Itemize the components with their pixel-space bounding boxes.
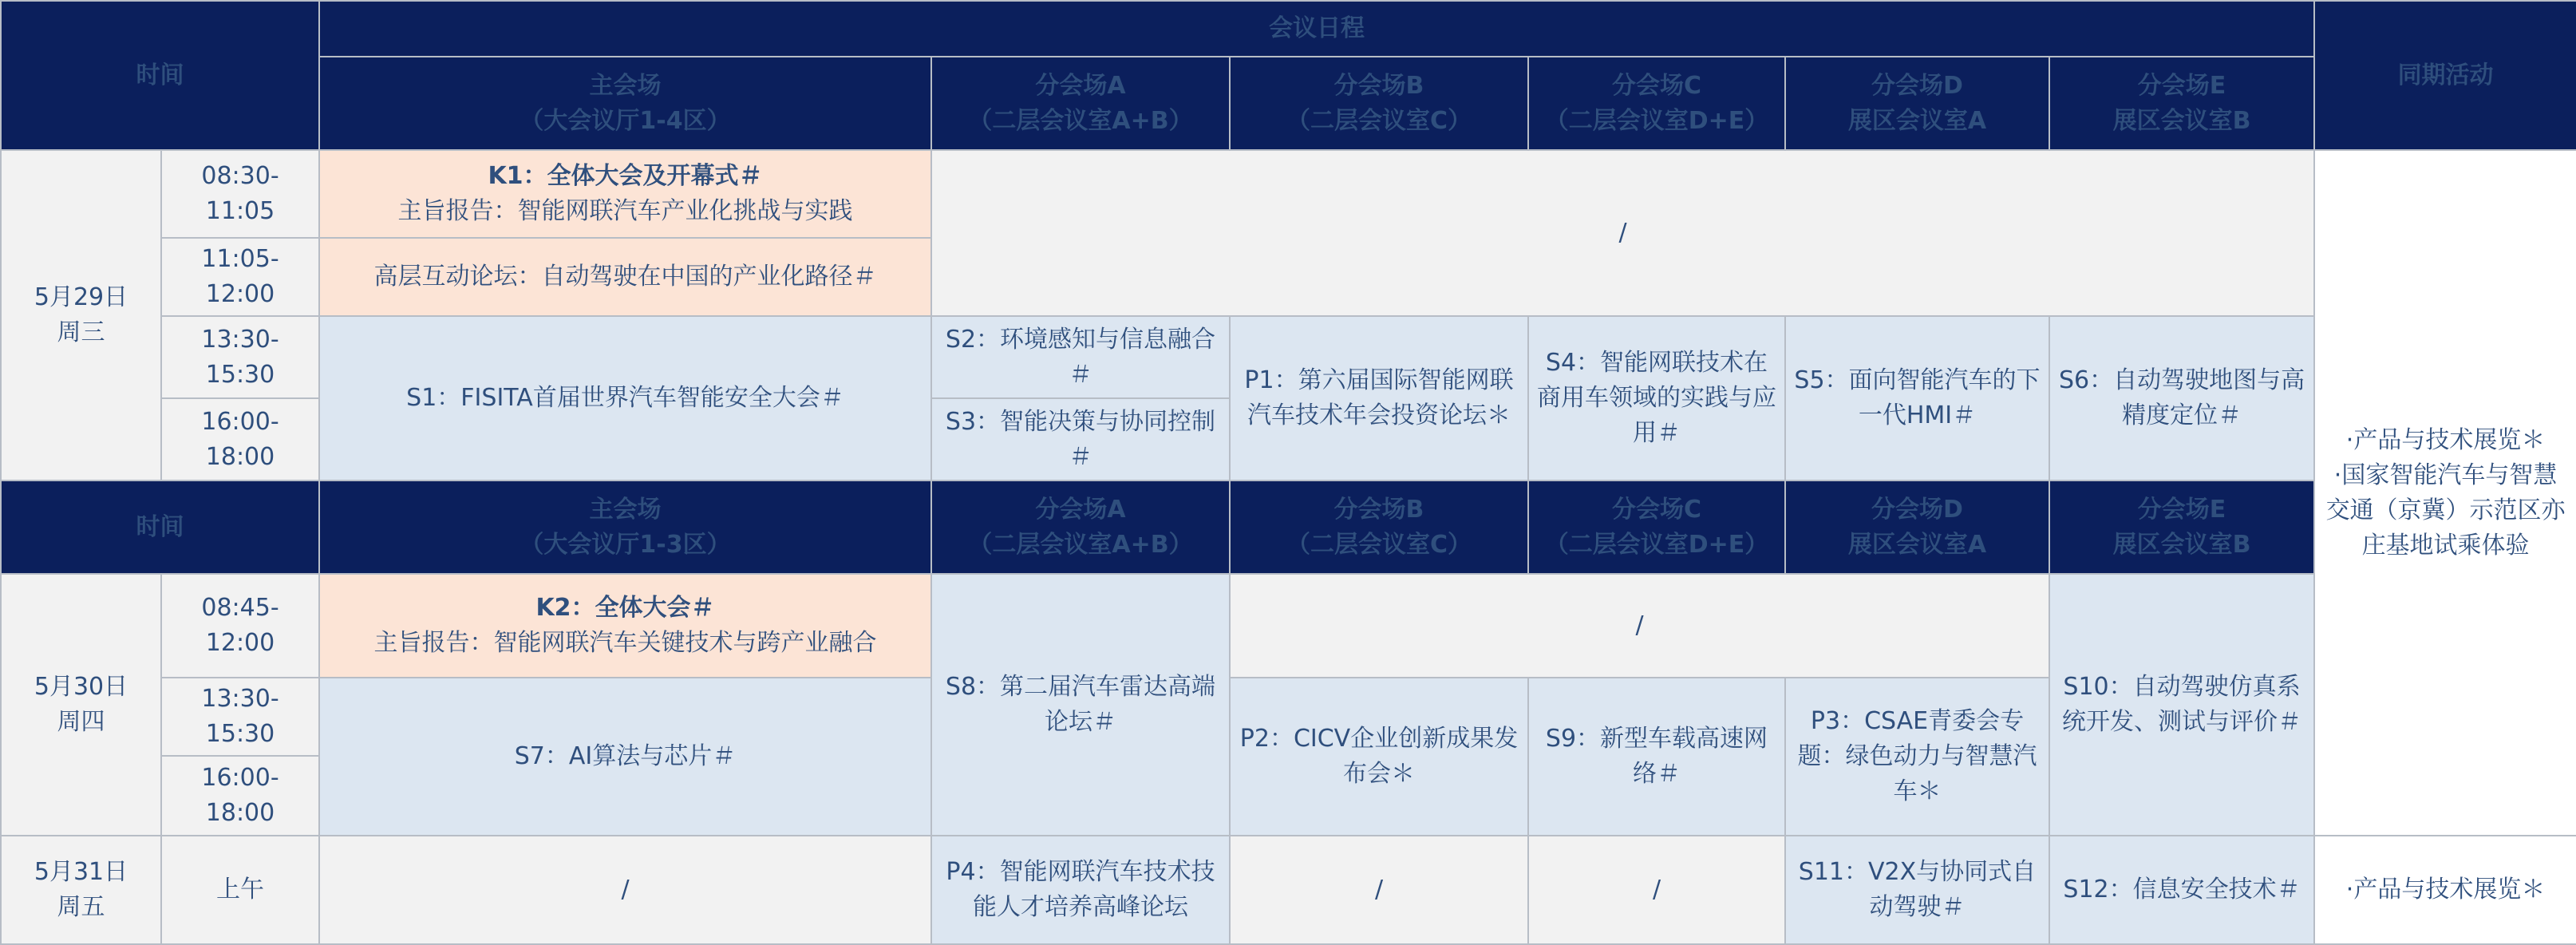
venue-name: 分会场A: [1035, 71, 1126, 100]
venue-c-header-2: [1528, 480, 1785, 574]
venue-room: （二层会议室A+B）: [968, 530, 1193, 559]
session-k1-subtitle: 主旨报告：智能网联汽车产业化挑战与实践: [397, 197, 853, 225]
session-p3: P3：CSAE青委会专题：绿色动力与智慧汽车＊: [1785, 678, 2049, 836]
venue-name: 分会场A: [1035, 495, 1126, 524]
session-s11: S11：V2X与协同式自动驾驶＃: [1785, 836, 2049, 944]
session-s1: S1：FISITA首届世界汽车智能安全大会＃: [319, 316, 931, 480]
header-concurrent: 同期活动: [2314, 1, 2576, 150]
venue-name: 分会场B: [1333, 495, 1424, 524]
session-s2: S2：环境感知与信息融合＃: [931, 316, 1230, 398]
concurrent-item: ·产品与技术展览＊: [2345, 425, 2546, 454]
venue-e-header-2: [2049, 480, 2314, 574]
session-s3: S3：智能决策与协同控制＃: [931, 398, 1230, 480]
day1-date-cell: [1, 150, 161, 480]
day3-date-cell: [1, 836, 161, 944]
venue-room: （二层会议室C）: [1286, 530, 1472, 559]
venue-a-header-2: [931, 480, 1230, 574]
day-weekday: 周三: [57, 318, 105, 346]
venue-name: 分会场E: [2137, 495, 2226, 524]
session-s4: S4：智能网联技术在商用车领域的实践与应用＃: [1528, 316, 1785, 480]
time-slot: 08:30-11:05: [161, 150, 319, 238]
venue-name: 分会场D: [1871, 495, 1963, 524]
venue-name: 分会场C: [1611, 71, 1702, 100]
venue-room: （二层会议室D+E）: [1544, 106, 1769, 135]
session-k1-title: K1：全体大会及开幕式＃: [488, 162, 763, 190]
time-slot: 11:05-12:00: [161, 238, 319, 316]
time-slot: 13:30-15:30: [161, 316, 319, 398]
venue-d-header: [1785, 57, 2049, 150]
session-k2-subtitle: 主旨报告：智能网联汽车关键技术与跨产业融合: [373, 629, 877, 657]
venue-main-header-2: [319, 480, 931, 574]
header-schedule: 会议日程: [319, 1, 2314, 57]
session-s6: S6：自动驾驶地图与高精度定位＃: [2049, 316, 2314, 480]
venue-room: （大会议厅1-3区）: [520, 530, 731, 559]
day-date: 5月31日: [34, 858, 128, 886]
venue-room: 展区会议室A: [1847, 106, 1987, 135]
time-slot: 08:45-12:00: [161, 574, 319, 678]
session-k1: [319, 150, 931, 238]
session-s8: S8：第二届汽车雷达高端论坛＃: [931, 574, 1230, 836]
venue-a-header: [931, 57, 1230, 150]
concurrent-item: ·国家智能汽车与智慧交通（京冀）示范区亦庄基地试乘体验: [2325, 461, 2566, 559]
venue-main-header: [319, 57, 931, 150]
venue-room: （二层会议室A+B）: [968, 106, 1193, 135]
venue-b-header-2: [1230, 480, 1528, 574]
concurrent-activities-day-3: ·产品与技术展览＊: [2314, 836, 2576, 944]
venue-name: 主会场: [589, 71, 662, 100]
time-slot: 13:30-15:30: [161, 678, 319, 756]
venue-e-header: [2049, 57, 2314, 150]
venue-room: 展区会议室B: [2112, 106, 2251, 135]
venue-name: 分会场C: [1611, 495, 1702, 524]
session-s5: S5：面向智能汽车的下一代HMI＃: [1785, 316, 2049, 480]
venue-d-header-2: [1785, 480, 2049, 574]
day-weekday: 周四: [57, 708, 105, 736]
time-slot: 16:00-18:00: [161, 756, 319, 836]
venue-room: 展区会议室B: [2112, 530, 2251, 559]
day2-date-cell: [1, 574, 161, 836]
venue-name: 主会场: [589, 495, 662, 524]
venue-b-header: [1230, 57, 1528, 150]
session-k2-title: K2：全体大会＃: [535, 594, 715, 622]
venue-room: （二层会议室C）: [1286, 106, 1472, 135]
day3-main-venue-empty: /: [319, 836, 931, 944]
day2-morning-other-venues: /: [1230, 574, 2049, 678]
session-k2: [319, 574, 931, 678]
venue-name: 分会场D: [1871, 71, 1963, 100]
time-slot: 16:00-18:00: [161, 398, 319, 480]
day-date: 5月29日: [34, 283, 128, 311]
session-forum: 高层互动论坛：自动驾驶在中国的产业化路径＃: [319, 238, 931, 316]
venue-name: 分会场B: [1333, 71, 1424, 100]
day3-venue-b-empty: /: [1230, 836, 1528, 944]
header-time-2: 时间: [1, 480, 319, 574]
concurrent-activities-days-1-2: [2314, 150, 2576, 836]
venue-name: 分会场E: [2137, 71, 2226, 100]
session-s12: S12：信息安全技术＃: [2049, 836, 2314, 944]
venue-room: （大会议厅1-4区）: [520, 106, 731, 135]
venue-room: （二层会议室D+E）: [1544, 530, 1769, 559]
session-p1: P1：第六届国际智能网联汽车技术年会投资论坛＊: [1230, 316, 1528, 480]
day-weekday: 周五: [57, 893, 105, 921]
venue-c-header: [1528, 57, 1785, 150]
session-s7: S7：AI算法与芯片＃: [319, 678, 931, 836]
day-date: 5月30日: [34, 673, 128, 701]
session-p2: P2：CICV企业创新成果发布会＊: [1230, 678, 1528, 836]
day1-morning-other-venues: /: [931, 150, 2314, 316]
session-s9: S9：新型车载高速网络＃: [1528, 678, 1785, 836]
time-slot: 上午: [161, 836, 319, 944]
header-time: 时间: [1, 1, 319, 150]
venue-room: 展区会议室A: [1847, 530, 1987, 559]
session-p4: P4：智能网联汽车技术技能人才培养高峰论坛: [931, 836, 1230, 944]
day3-venue-c-empty: /: [1528, 836, 1785, 944]
session-s10: S10：自动驾驶仿真系统开发、测试与评价＃: [2049, 574, 2314, 836]
